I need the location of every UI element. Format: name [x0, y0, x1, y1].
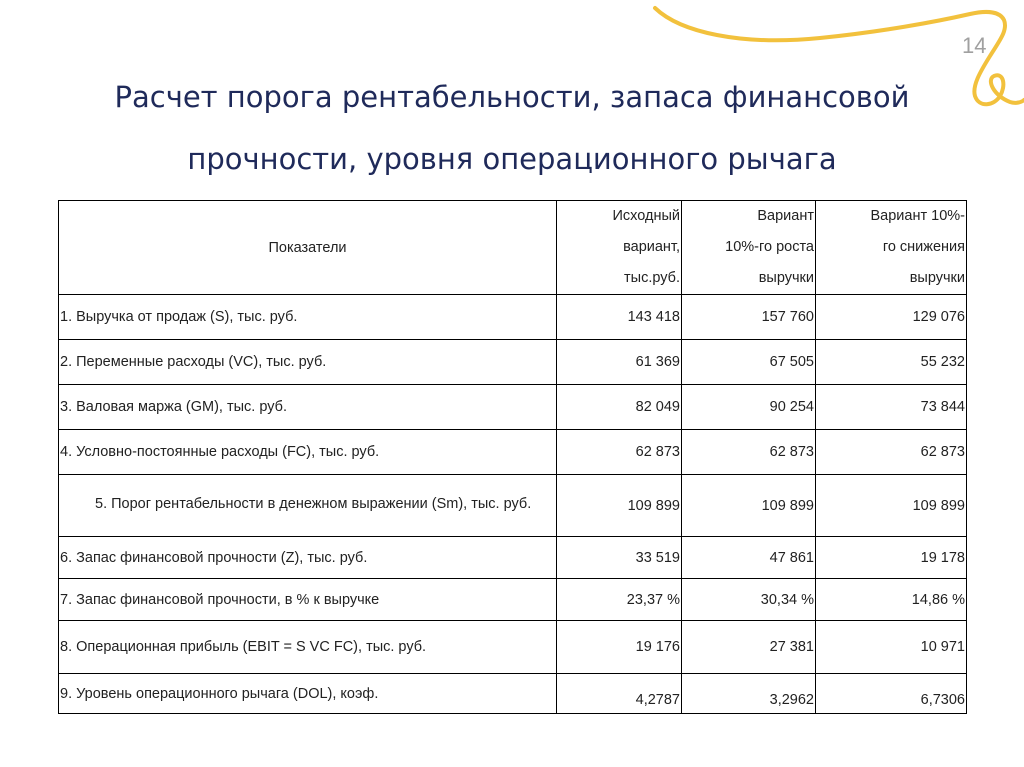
table-row — [59, 674, 967, 714]
indicators-table — [58, 200, 967, 714]
row-value: 19 178 — [816, 537, 967, 579]
row-label: 2. Переменные расходы (VC), тыс. руб. — [59, 340, 557, 385]
header-line: тыс.руб. — [624, 270, 680, 286]
title-line-2: прочности, уровня операционного рычага — [187, 142, 837, 176]
row-value: 109 899 — [816, 475, 967, 537]
row-value: 3,2962 — [682, 674, 816, 714]
slide-title — [60, 66, 964, 190]
table-row — [59, 385, 967, 430]
row-value: 82 049 — [557, 385, 682, 430]
header-line: Вариант — [757, 208, 814, 224]
row-value: 129 076 — [816, 295, 967, 340]
table-row — [59, 537, 967, 579]
table-row — [59, 340, 967, 385]
row-value: 10 971 — [816, 621, 967, 674]
row-value: 143 418 — [557, 295, 682, 340]
header-decline-variant — [816, 201, 967, 295]
row-value: 19 176 — [557, 621, 682, 674]
header-line: Вариант 10%- — [870, 208, 965, 224]
row-label: 4. Условно-постоянные расходы (FC), тыс. руб. — [59, 430, 557, 475]
row-label: 9. Уровень операционного рычага (DOL), коэф. — [59, 674, 557, 714]
header-line: выручки — [758, 270, 814, 286]
row-value: 33 519 — [557, 537, 682, 579]
row-value: 14,86 % — [816, 579, 967, 621]
header-indicators — [59, 201, 557, 295]
row-label: 3. Валовая маржа (GM), тыс. руб. — [59, 385, 557, 430]
row-value: 109 899 — [682, 475, 816, 537]
row-value: 62 873 — [557, 430, 682, 475]
row-value: 62 873 — [682, 430, 816, 475]
table-header-row — [59, 201, 967, 295]
row-value: 55 232 — [816, 340, 967, 385]
row-value: 73 844 — [816, 385, 967, 430]
row-label: 6. Запас финансовой прочности (Z), тыс. руб. — [59, 537, 557, 579]
row-label: 5. Порог рентабельности в денежном выражении (Sm), тыс. руб. — [59, 475, 557, 537]
header-line: 10%-го роста — [725, 239, 814, 255]
row-label: 8. Операционная прибыль (EBIT = S VC FC), тыс. руб. — [59, 621, 557, 674]
row-value: 67 505 — [682, 340, 816, 385]
row-value: 6,7306 — [816, 674, 967, 714]
row-value: 27 381 — [682, 621, 816, 674]
table-row — [59, 621, 967, 674]
table-row — [59, 475, 967, 537]
header-base-variant — [557, 201, 682, 295]
header-line: вариант, — [623, 239, 680, 255]
row-label: 7. Запас финансовой прочности, в % к выручке — [59, 579, 557, 621]
row-value: 90 254 — [682, 385, 816, 430]
header-growth-variant — [682, 201, 816, 295]
row-value: 109 899 — [557, 475, 682, 537]
row-value: 62 873 — [816, 430, 967, 475]
page-number: 14 — [962, 33, 987, 58]
table-row — [59, 579, 967, 621]
row-value: 4,2787 — [557, 674, 682, 714]
row-value: 61 369 — [557, 340, 682, 385]
row-value: 23,37 % — [557, 579, 682, 621]
header-line: го снижения — [882, 239, 965, 255]
title-line-1: Расчет порога рентабельности, запаса финансовой — [114, 80, 910, 114]
header-line: выручки — [909, 270, 965, 286]
row-value: 47 861 — [682, 537, 816, 579]
header-line: Показатели — [268, 239, 347, 256]
row-value: 30,34 % — [682, 579, 816, 621]
header-line: Исходный — [612, 208, 680, 224]
row-label: 1. Выручка от продаж (S), тыс. руб. — [59, 295, 557, 340]
table-row — [59, 430, 967, 475]
table-row — [59, 295, 967, 340]
row-value: 157 760 — [682, 295, 816, 340]
